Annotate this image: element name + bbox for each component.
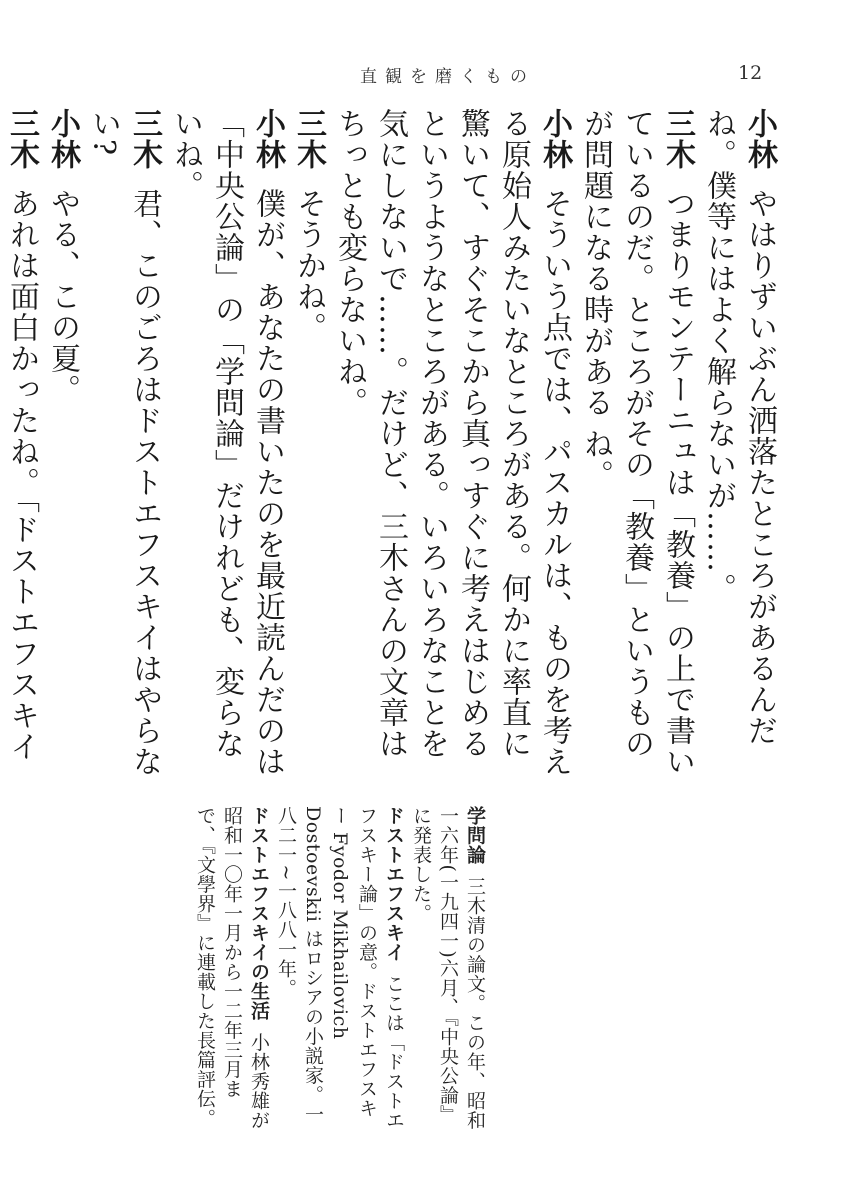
footnotes — [108, 806, 488, 1136]
speech-line — [83, 108, 165, 788]
running-title: 直観を磨くもの — [360, 67, 535, 87]
speech-text: つまりモンテーニュは「教養」の上で書いているのだ。ところがその「教養」というものが問題になる時がある ね。 — [578, 108, 695, 777]
speech-line — [165, 108, 288, 788]
speech-text: 僕が、あなたの書いたのを最近読んだのは「中央公論」の「学問論」だけれども、変らないね。 — [168, 108, 285, 777]
speaker-name: 小林 — [250, 108, 285, 170]
speech-text: そうかね。 — [291, 188, 326, 343]
speaker-name: 小林 — [537, 108, 572, 170]
footnote — [191, 806, 272, 1136]
speaker-name: 三木 — [660, 108, 695, 170]
speech-line — [42, 108, 83, 788]
footnote-term: 学問論 — [464, 806, 486, 865]
speaker-name: 三木 — [291, 108, 326, 170]
speech-line — [0, 108, 42, 788]
footnote-text: 小林秀雄が昭和一〇年一月から一二年三月まで、『文學界』に連載した長篇評伝。 — [194, 806, 270, 1130]
footnote — [407, 806, 488, 1136]
speech-line — [575, 108, 698, 788]
speaker-name: 三木 — [4, 108, 39, 170]
footnote-term: ドストエフスキイ — [383, 806, 405, 962]
speech-text: やはりずいぶん洒落たところがあるんだね。僕等にはよく解らないが……。 — [701, 108, 777, 746]
page-number: 12 — [738, 62, 763, 84]
speaker-name: 小林 — [45, 108, 80, 170]
speech-text: あれは面白かったね。「ドストエフスキイ — [4, 188, 39, 762]
footnote-text: ここは「ドストエフスキー論」の意。ドストエフスキー Fyodor Mikhailovich Dostoevskii はロシアの小説家。一八二一~一八八一年。 — [275, 806, 405, 1130]
footnote — [272, 806, 407, 1136]
dialogue-block — [4, 108, 780, 788]
speech-text: 君、このごろはドストエフスキイはやらない? — [86, 108, 162, 777]
footnote-text: 三木清の論文。この年、昭和一六年(一九四一)六月、『中央公論』に発表した。 — [410, 806, 486, 1130]
speech-line — [698, 108, 780, 788]
speech-line — [329, 108, 575, 788]
speaker-name: 小林 — [742, 108, 777, 170]
speech-line — [288, 108, 329, 788]
speech-text: そういう点では、パスカルは、ものを考える原始人みたいなところがある。何かに率直に驚いて、すぐそこから真っすぐに考えはじめるというようなところがある。いろいろなことを気にしないで……。だけど、三木さんの文章はちっとも変らないね。 — [332, 108, 572, 777]
footnote-term: ドストエフスキイの生活 — [248, 806, 270, 1021]
speaker-name: 三木 — [127, 108, 162, 170]
speech-text: やる、この夏。 — [45, 188, 80, 405]
